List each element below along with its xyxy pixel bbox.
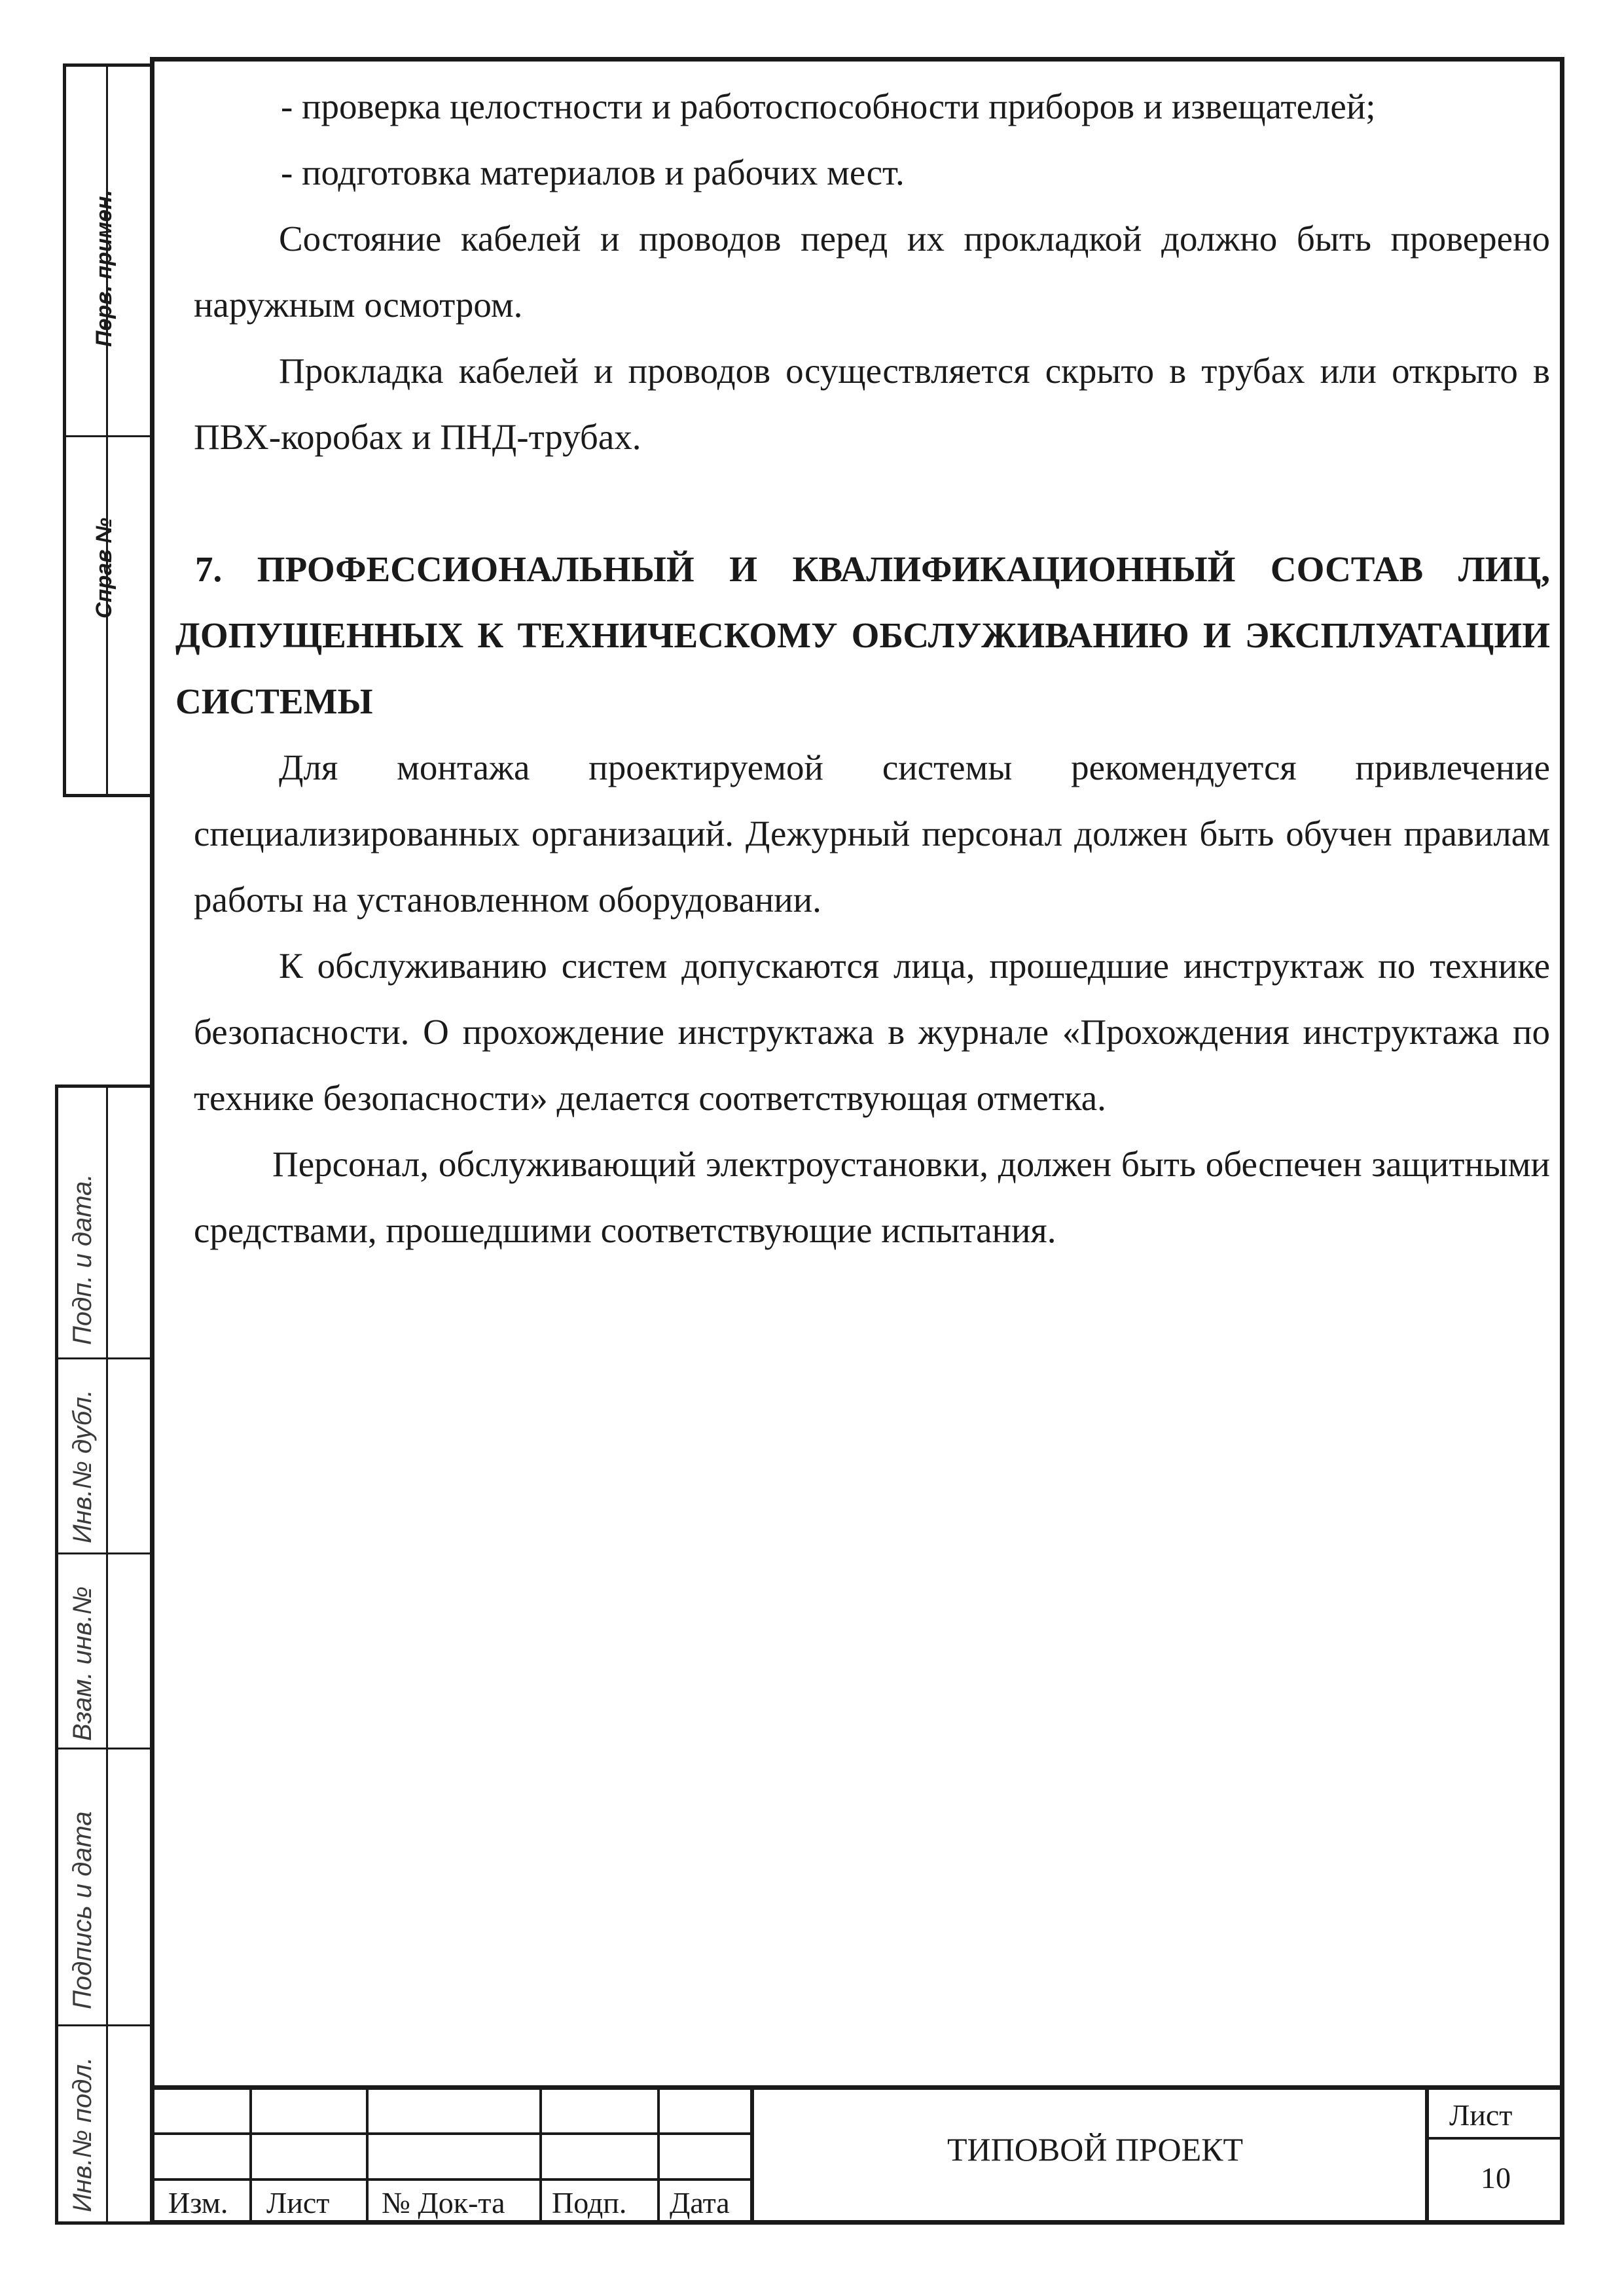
- stamp-row-divider: [150, 2132, 752, 2135]
- stamp-sheet-number: 10: [1481, 2161, 1511, 2195]
- stamp-col-izm: Изм.: [168, 2186, 228, 2219]
- paragraph: Состояние кабелей и проводов перед их прокладкой должно быть проверено наружным осмотром.: [194, 219, 1550, 325]
- label-vzam-inv: Взам. инв.№: [68, 1586, 97, 1741]
- sidebar-bottom-divider: [106, 1085, 108, 2225]
- stamp-col-doc: № Док-та: [382, 2186, 505, 2219]
- stamp-col-divider: [750, 2090, 754, 2225]
- label-inv-podl: Инв.№ подл.: [68, 2056, 97, 2212]
- paragraph: Для монтажа проектируемой системы рекомендуется привлечение специализированных организаций. Дежурный персонал должен быть обучен правилам работы на установленном оборудовании.: [194, 747, 1550, 920]
- document-body: [175, 73, 1550, 1263]
- stamp-col-divider: [1425, 2090, 1429, 2225]
- stamp-col-divider: [366, 2090, 369, 2225]
- stamp-sheet-label: Лист: [1449, 2098, 1513, 2132]
- list-item: - проверка целостности и работоспособности приборов и извещателей;: [281, 86, 1376, 126]
- section-heading: 7. ПРОФЕССИОНАЛЬНЫЙ И КВАЛИФИКАЦИОННЫЙ СОСТАВ ЛИЦ, ДОПУЩЕННЫХ К ТЕХНИЧЕСКОМУ ОБСЛУЖИВАНИЮ И ЭКСПЛУАТАЦИИ СИСТЕМЫ: [175, 549, 1550, 721]
- stamp-title: ТИПОВОЙ ПРОЕКТ: [947, 2131, 1244, 2168]
- stamp-row-divider: [150, 2178, 752, 2181]
- label-podp-i-data: Подп. и дата.: [68, 1174, 97, 1345]
- stamp-col-podp: Подп.: [552, 2186, 627, 2219]
- stamp-col-list: Лист: [266, 2186, 330, 2219]
- stamp-col-data: Дата: [670, 2186, 730, 2219]
- sidebar-row-divider: [55, 2024, 153, 2026]
- paragraph: К обслуживанию систем допускаются лица, прошедшие инструктаж по технике безопасности. О прохождение инструктажа в журнале «Прохождения инструктажа по технике безопасности» делается соответствующая отметка.: [194, 946, 1550, 1118]
- label-sprav-no: Справ №: [92, 518, 117, 619]
- label-inv-dubl: Инв.№ дубл.: [68, 1390, 97, 1543]
- stamp-row-divider: [1425, 2137, 1564, 2140]
- title-block: [150, 2085, 1564, 2225]
- label-perv-primen: Перв. примен.: [92, 190, 117, 347]
- stamp-col-divider: [657, 2090, 660, 2225]
- paragraph: Прокладка кабелей и проводов осуществляется скрыто в трубах или открыто в ПВХ-коробах и ПНД-трубах.: [194, 351, 1550, 457]
- sidebar-row-divider: [55, 1552, 153, 1554]
- stamp-col-divider: [539, 2090, 542, 2225]
- stamp-col-divider: [249, 2090, 252, 2225]
- paragraph: Персонал, обслуживающий электроустановки, должен быть обеспечен защитными средствами, прошедшими соответствующие испытания.: [194, 1144, 1550, 1250]
- sidebar-row-divider: [55, 1748, 153, 1749]
- sidebar-top-divider: [106, 63, 108, 797]
- list-item: - подготовка материалов и рабочих мест.: [281, 152, 905, 192]
- sidebar-top-row-divider: [63, 435, 153, 437]
- sidebar-row-divider: [55, 1357, 153, 1359]
- label-podpis-i-data: Подпись и дата: [68, 1811, 97, 2009]
